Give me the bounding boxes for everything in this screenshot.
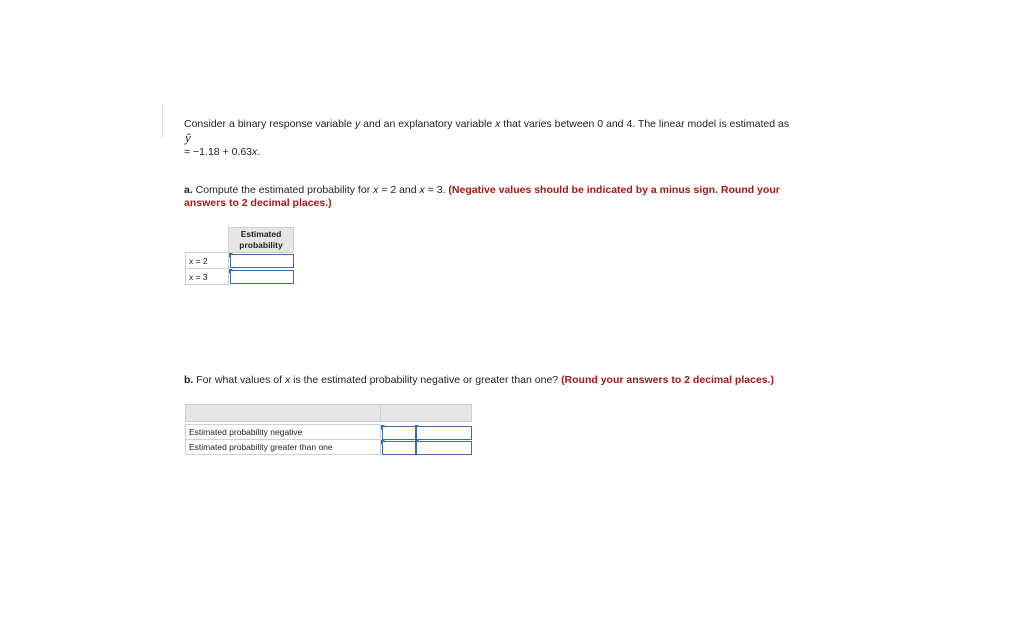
input-flag-icon — [415, 440, 419, 445]
var-x: x — [495, 118, 501, 130]
input-flag-icon — [415, 425, 419, 430]
estimated-probability-header — [229, 228, 294, 253]
row-label-x3: x = 3 — [186, 269, 229, 285]
part-a-text: Compute the estimated probability for — [192, 184, 374, 196]
table-row — [186, 253, 294, 269]
part-a-x1: x — [373, 184, 379, 196]
part-b-instruction: (Round your answers to 2 decimal places.) — [561, 374, 775, 386]
input-flag-icon — [381, 440, 385, 445]
part-b-table — [185, 404, 472, 455]
part-a-instruction: (Negative values should be indicated by a minus sign. Round your answers to 2 decimal places.) — [184, 184, 780, 209]
question-post: that varies between 0 and 4. The linear model is estimated as — [500, 118, 790, 130]
part-a-prompt — [184, 184, 814, 210]
greater-input-2[interactable] — [416, 441, 472, 455]
part-b-x: x — [284, 374, 291, 386]
answer-cell — [229, 253, 294, 269]
header-line-2: probability — [239, 240, 283, 250]
part-a-label: a. — [184, 184, 193, 196]
negative-input-1[interactable] — [382, 426, 416, 440]
header-line-1: Estimated — [240, 229, 282, 239]
equation-text: = −1.18 + 0.63 — [184, 146, 253, 158]
input-flag-icon — [229, 269, 233, 274]
table-row — [186, 425, 472, 440]
greater-input-1[interactable] — [382, 441, 416, 455]
row-label-negative: Estimated probability negative — [186, 425, 381, 440]
answer-input-x3[interactable] — [230, 270, 294, 284]
input-flag-icon — [381, 425, 385, 430]
row-label-greater-than-one: Estimated probability greater than one — [186, 440, 381, 455]
part-b-prompt — [184, 374, 824, 387]
yhat-symbol: ŷ — [185, 130, 191, 145]
row-label-x2: x = 2 — [186, 253, 229, 269]
equation-end: . — [257, 146, 261, 158]
table-row — [186, 269, 294, 285]
part-b-label: b. — [184, 374, 194, 386]
part-b-header-values — [381, 405, 472, 422]
part-a-x2: x — [419, 184, 425, 196]
part-a-eq1: = 2 and — [378, 184, 420, 196]
var-y: y — [355, 118, 361, 130]
input-flag-icon — [229, 253, 233, 258]
answer-cell — [381, 425, 472, 440]
part-a-header-blank — [186, 228, 229, 253]
left-divider — [162, 104, 163, 138]
question-intro: Consider a binary response variable — [184, 118, 356, 130]
question-mid: and an explanatory variable — [360, 118, 496, 130]
negative-input-2[interactable] — [416, 426, 472, 440]
answer-cell — [229, 269, 294, 285]
answer-cell — [381, 440, 472, 455]
table-row — [186, 440, 472, 455]
question-text — [184, 118, 824, 159]
part-b-text-post: is the estimated probability negative or greater than one? — [290, 374, 562, 386]
part-a-eq2: = 3. — [424, 184, 449, 196]
equation-var: x — [252, 146, 258, 158]
part-b-text: For what values of — [193, 374, 285, 386]
part-a-table — [185, 227, 294, 285]
answer-input-x2[interactable] — [230, 254, 294, 268]
part-b-header-label — [186, 405, 381, 422]
